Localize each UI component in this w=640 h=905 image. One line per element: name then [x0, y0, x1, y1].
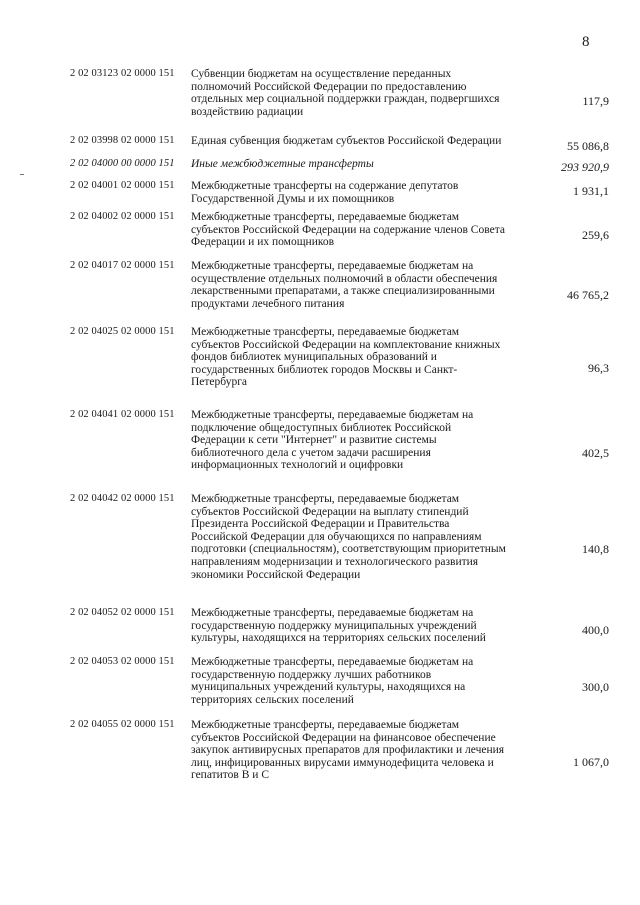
- description-line: Единая субвенция бюджетам субъектов Российской Федерации: [191, 135, 502, 147]
- description-line: продуктами лечебного питания: [191, 297, 345, 310]
- description-line: муниципальных учреждений культуры, находящихся на: [191, 681, 466, 694]
- row-description: [191, 211, 531, 249]
- description-line: направлениям модернизации и технологического развития: [191, 555, 479, 568]
- description-line: Иные межбюджетные трансферты: [191, 158, 374, 170]
- description-line: государственную поддержку лучших работников: [191, 668, 432, 681]
- budget-code: 2 02 04041 02 0000 151: [70, 409, 175, 420]
- description-line: Субвенции бюджетам на осуществление переданных: [191, 68, 452, 80]
- budget-code: 2 02 04017 02 0000 151: [70, 260, 175, 271]
- description-line: Государственной Думы и их помощников: [191, 192, 395, 205]
- description-line: Президента Российской Федерации и Правительства: [191, 518, 450, 531]
- description-line: подключение общедоступных библиотек Российской: [191, 421, 452, 434]
- amount-value: 300,0: [582, 680, 609, 694]
- description-line: закупок антивирусных препаратов для профилактики и лечения: [191, 744, 505, 757]
- row-description: [191, 158, 531, 171]
- description-line: фондов библиотек муниципальных образований и: [191, 351, 437, 364]
- row-description: [191, 135, 531, 148]
- description-line: Межбюджетные трансферты, передаваемые бюджетам на: [191, 607, 474, 619]
- budget-code: 2 02 04001 02 0000 151: [70, 180, 175, 191]
- description-line: полномочий Российской Федерации по предоставлению: [191, 80, 467, 93]
- row-description: [191, 719, 531, 782]
- description-line: Межбюджетные трансферты, передаваемые бюджетам на: [191, 260, 474, 272]
- description-line: Межбюджетные трансферты, передаваемые бюджетам на: [191, 656, 474, 668]
- description-line: гепатитов В и С: [191, 769, 269, 782]
- amount-value: 259,6: [582, 228, 609, 242]
- description-line: государственных библиотек городов Москвы и Санкт-: [191, 363, 458, 376]
- amount-value: 140,8: [582, 542, 609, 556]
- budget-code: 2 02 04025 02 0000 151: [70, 326, 175, 337]
- description-line: субъектов Российской Федерации на содержание членов Совета: [191, 223, 505, 236]
- amount-value: 117,9: [582, 94, 609, 108]
- amount-value: 402,5: [582, 446, 609, 460]
- budget-code: 2 02 04002 02 0000 151: [70, 211, 175, 222]
- page-number: 8: [582, 34, 590, 50]
- amount-value: 400,0: [582, 623, 609, 637]
- budget-code: 2 02 04055 02 0000 151: [70, 719, 175, 730]
- description-line: Федерации и их помощников: [191, 236, 335, 249]
- description-line: субъектов Российской Федерации на комплектование книжных: [191, 338, 501, 351]
- row-description: [191, 68, 531, 118]
- description-line: территориях сельских поселений: [191, 693, 354, 706]
- amount-value: 1 931,1: [573, 184, 609, 198]
- description-line: культуры, находящихся на территориях сельских поселений: [191, 632, 486, 645]
- row-description: [191, 409, 531, 472]
- description-line: лиц, инфицированных вирусами иммунодефицита человека и: [191, 756, 494, 769]
- description-line: субъектов Российской Федерации на выплату стипендий: [191, 505, 469, 518]
- description-line: Межбюджетные трансферты, передаваемые бюджетам: [191, 493, 460, 505]
- description-line: экономики Российской Федерации: [191, 568, 361, 581]
- description-line: Межбюджетные трансферты, передаваемые бюджетам: [191, 719, 460, 731]
- amount-value: 46 765,2: [567, 288, 609, 302]
- description-line: Российской Федерации для обучающихся по направлениям: [191, 530, 482, 543]
- description-line: Межбюджетные трансферты, передаваемые бюджетам на: [191, 409, 474, 421]
- description-line: библиотечного дела с учетом задачи расширения: [191, 446, 431, 459]
- description-line: информационных технологий и оцифровки: [191, 459, 404, 472]
- amount-value: 1 067,0: [573, 755, 609, 769]
- row-description: [191, 493, 531, 581]
- budget-code: 2 02 04052 02 0000 151: [70, 607, 175, 618]
- description-line: субъектов Российской Федерации на финансовое обеспечение: [191, 731, 496, 744]
- description-line: отдельных мер социальной поддержки граждан, подвергшихся: [191, 93, 500, 106]
- description-line: Межбюджетные трансферты на содержание депутатов: [191, 180, 459, 192]
- row-description: [191, 326, 531, 389]
- description-line: Межбюджетные трансферты, передаваемые бюджетам: [191, 211, 460, 223]
- scan-mark: [20, 174, 24, 175]
- row-description: [191, 180, 531, 205]
- description-line: подготовки (специальностям), соответствующим приоритетным: [191, 543, 506, 556]
- amount-value: 55 086,8: [567, 139, 609, 153]
- amount-value: 293 920,9: [561, 160, 609, 174]
- budget-code: 2 02 04000 00 0000 151: [70, 158, 175, 169]
- amount-value: 96,3: [588, 361, 609, 375]
- budget-code: 2 02 03123 02 0000 151: [70, 68, 175, 79]
- budget-code: 2 02 04042 02 0000 151: [70, 493, 175, 504]
- row-description: [191, 656, 531, 706]
- budget-code: 2 02 04053 02 0000 151: [70, 656, 175, 667]
- description-line: воздействию радиации: [191, 105, 304, 118]
- description-line: Петербурга: [191, 376, 248, 389]
- description-line: лекарственными препаратами, а также специализированными: [191, 285, 495, 298]
- description-line: Федерации к сети "Интернет" и развитие системы: [191, 434, 437, 447]
- row-description: [191, 607, 531, 645]
- description-line: осуществление отдельных полномочий в области обеспечения: [191, 272, 498, 285]
- budget-code: 2 02 03998 02 0000 151: [70, 135, 175, 146]
- description-line: Межбюджетные трансферты, передаваемые бюджетам: [191, 326, 460, 338]
- description-line: государственную поддержку муниципальных учреждений: [191, 619, 477, 632]
- row-description: [191, 260, 531, 310]
